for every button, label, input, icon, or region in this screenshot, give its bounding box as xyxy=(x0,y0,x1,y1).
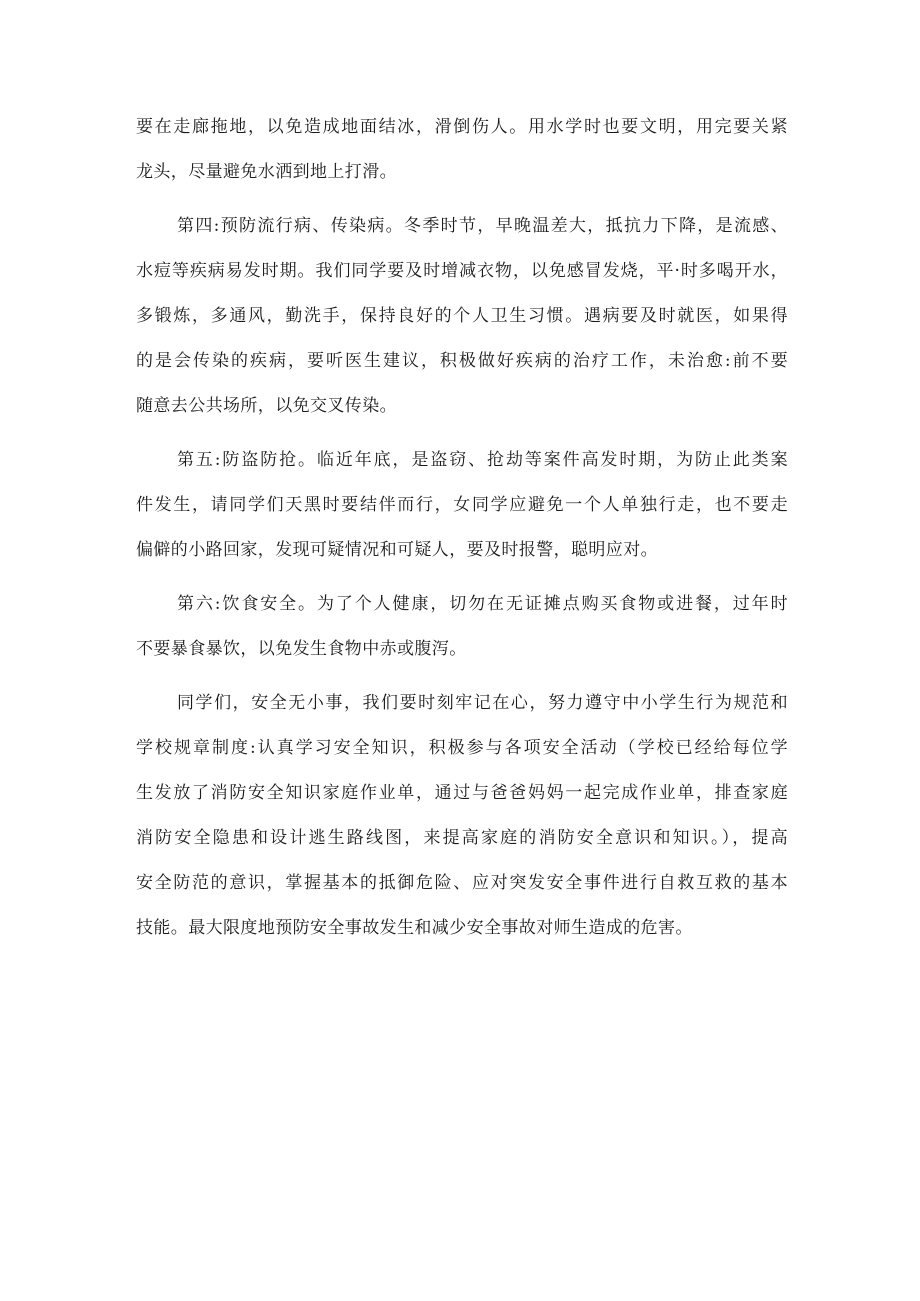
paragraph-conclusion xyxy=(136,681,788,951)
text-line: 学校规章制度:认真学习安全知识，积极参与各项安全活动（学校已经给每位学 xyxy=(136,738,788,758)
text-line: 水痘等疾病易发时期。我们同学要及时增减衣物，以免感冒发烧，平·时多喝开水， xyxy=(136,261,788,281)
text-line: 要在走廊拖地，以免造成地面结冰，滑倒伤人。用水学时也要文明，用完要关紧 xyxy=(136,117,788,137)
text-line: 同学们，安全无小事，我们要时刻牢记在心，努力遵守中小学生行为规范和 xyxy=(177,693,788,713)
text-line: 偏僻的小路回家，发现可疑情况和可疑人，要及时报警，聪明应对。 xyxy=(136,540,658,560)
paragraph-fifth xyxy=(136,438,788,573)
text-line: 技能。最大限度地预防安全事故发生和减少安全事故对师生造成的危害。 xyxy=(136,918,693,938)
text-line: 消防安全隐患和设计逃生路线图，来提高家庭的消防安全意识和知识。），提高 xyxy=(136,828,788,848)
document-body xyxy=(136,105,788,951)
text-line: 多锻炼，多通风，勤洗手，保持良好的个人卫生习惯。遇病要及时就医，如果得 xyxy=(136,306,788,326)
text-line: 龙头，尽量避免水洒到地上打滑。 xyxy=(136,162,397,182)
paragraph-fourth xyxy=(136,204,788,429)
text-line: 安全防范的意识，掌握基本的抵御危险、应对突发安全事件进行自救互救的基本 xyxy=(136,873,788,893)
text-line: 不要暴食暴饮，以免发生食物中赤或腹泻。 xyxy=(136,639,467,659)
paragraph-continuation xyxy=(136,105,788,195)
paragraph-sixth xyxy=(136,582,788,672)
text-line: 第四:预防流行病、传染病。冬季时节，早晚温差大，抵抗力下降，是流感、 xyxy=(177,216,788,236)
text-line: 件发生，请同学们天黑时要结伴而行，女同学应避免一个人单独行走，也不要走 xyxy=(136,495,788,515)
text-line: 第六:饮食安全。为了个人健康，切勿在无证摊点购买食物或进餐，过年时 xyxy=(177,594,788,614)
text-line: 的是会传染的疾病，要听医生建议，积极做好疾病的治疗工作，未治愈:前不要 xyxy=(136,351,788,371)
text-line: 随意去公共场所，以免交叉传染。 xyxy=(136,396,397,416)
text-line: 生发放了消防安全知识家庭作业单，通过与爸爸妈妈一起完成作业单，排查家庭 xyxy=(136,783,788,803)
text-line: 第五:防盗防抢。临近年底，是盗窃、抢劫等案件高发时期，为防止此类案 xyxy=(177,450,788,470)
